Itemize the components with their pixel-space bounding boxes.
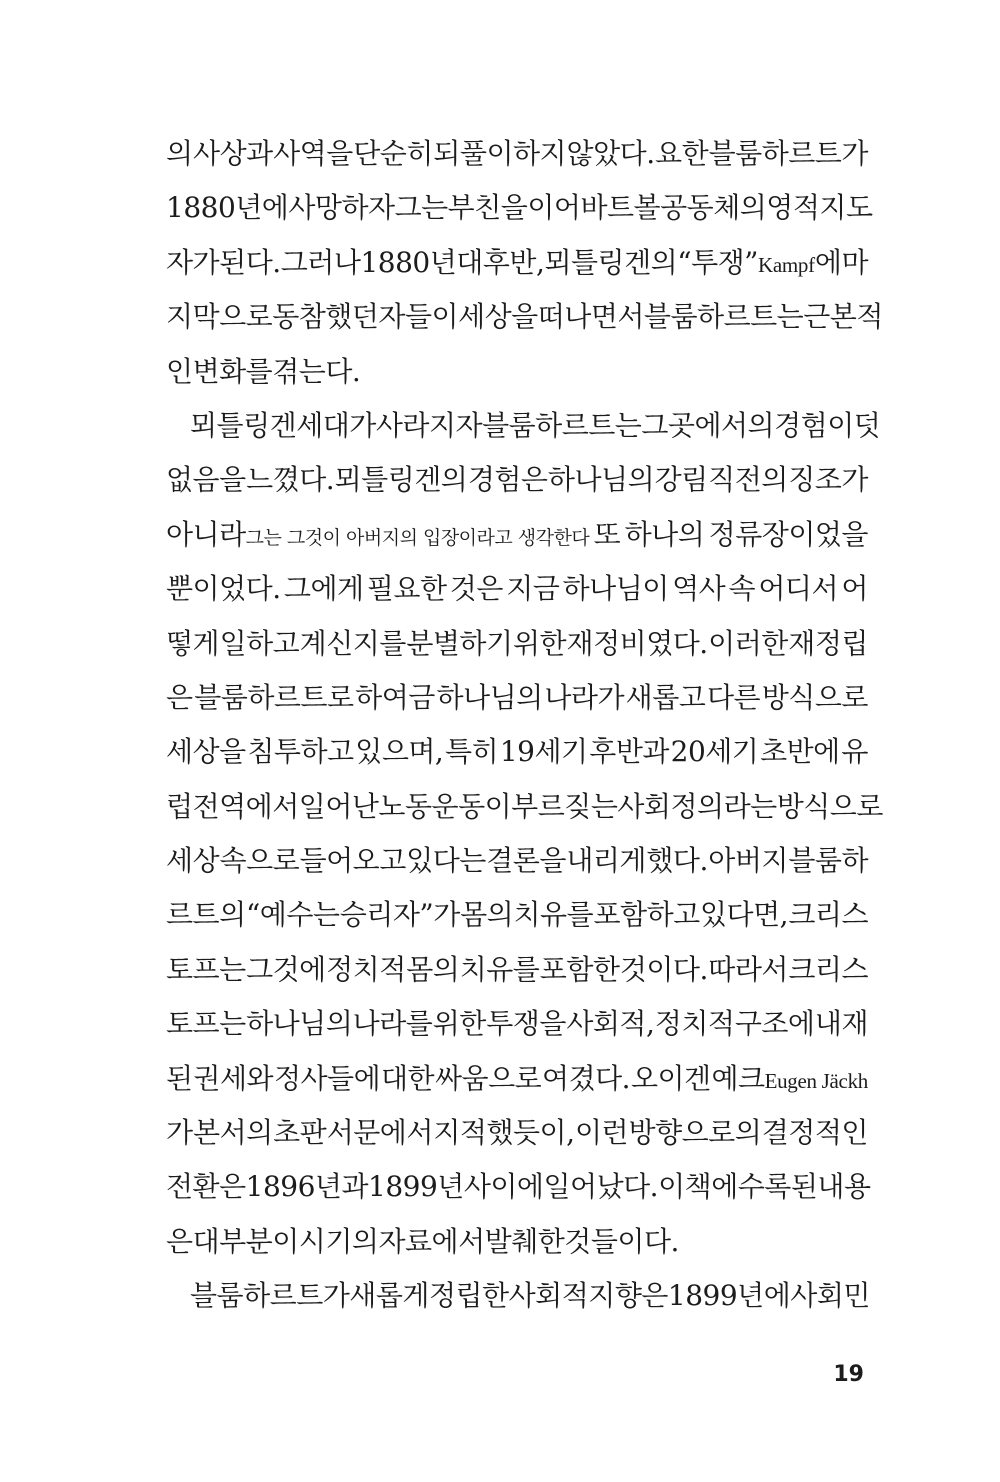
word: 지도 bbox=[819, 191, 873, 225]
word: 19세기 bbox=[499, 735, 588, 769]
word: 사회적, bbox=[566, 1007, 655, 1041]
word: 오이겐 bbox=[630, 1061, 711, 1095]
word: 따라서 bbox=[708, 952, 788, 986]
word: 치유를 bbox=[513, 898, 594, 932]
word: 구조에 bbox=[734, 1007, 815, 1041]
word: 1880년대 bbox=[360, 245, 483, 279]
word: 다른 bbox=[706, 680, 761, 714]
word: 변화를 bbox=[192, 354, 273, 388]
word: 뫼틀링겐의 bbox=[544, 245, 678, 279]
word: 요한 bbox=[655, 137, 709, 170]
word: 재정립 bbox=[788, 626, 868, 660]
text-line bbox=[166, 562, 868, 616]
word: 후반, bbox=[482, 245, 545, 279]
word: 영적 bbox=[766, 191, 820, 225]
word: 은 bbox=[166, 680, 193, 714]
word: 서문에서 bbox=[326, 1116, 433, 1150]
text-line bbox=[166, 888, 868, 942]
word: 몸의 bbox=[460, 898, 514, 932]
word: 되풀이하지 bbox=[433, 137, 567, 170]
word: 있으며, bbox=[355, 735, 444, 769]
word: 1899년에 bbox=[667, 1279, 791, 1313]
word: 전환은 bbox=[166, 1170, 246, 1204]
word: 사회적 bbox=[508, 1279, 589, 1313]
text-line bbox=[166, 943, 868, 997]
word: 사역을 bbox=[273, 137, 353, 170]
word: 자료에서 bbox=[378, 1224, 485, 1258]
word: 하여금 bbox=[355, 680, 435, 714]
word bbox=[677, 236, 841, 290]
word: 수록된 bbox=[737, 1170, 818, 1204]
text-segment: “투쟁” bbox=[677, 245, 758, 279]
word: 전역에서 bbox=[192, 789, 299, 823]
text-line bbox=[166, 399, 881, 453]
word: 결정적인 bbox=[761, 1116, 868, 1150]
body-text bbox=[166, 127, 883, 1324]
word: 의 bbox=[166, 137, 193, 170]
word: 위한 bbox=[512, 626, 567, 660]
word: 이런 bbox=[574, 1116, 629, 1150]
word: 있다는 bbox=[406, 844, 486, 878]
word: 사상과 bbox=[193, 137, 273, 170]
word: 느꼈다. bbox=[246, 463, 335, 497]
word: 것이다. bbox=[619, 952, 708, 986]
text-line bbox=[166, 453, 868, 507]
word: 그에게 bbox=[283, 572, 364, 606]
word: 떠나면서 bbox=[537, 300, 644, 334]
word: 초반에 bbox=[760, 735, 840, 769]
word: 경험은 bbox=[467, 463, 548, 497]
word: 시기의 bbox=[298, 1224, 379, 1258]
word: 또 bbox=[593, 517, 621, 551]
word: 블룸하르트는 bbox=[643, 300, 804, 334]
word: 부친을 bbox=[447, 191, 528, 225]
word: 투쟁을 bbox=[486, 1007, 566, 1041]
word: 뿐이었다. bbox=[166, 572, 281, 606]
word: 일하고 bbox=[219, 626, 300, 660]
word: 사라지자 bbox=[375, 408, 483, 442]
word: 하나님의 bbox=[547, 463, 655, 497]
word: 정사들에 bbox=[273, 1061, 381, 1095]
word: 어 bbox=[841, 572, 868, 606]
word: 떻게 bbox=[166, 626, 220, 660]
word: 지적했듯이, bbox=[433, 1116, 575, 1150]
word: 필요한 bbox=[366, 572, 447, 606]
text-line bbox=[166, 671, 868, 725]
foreign-term: Eugen Jäckh bbox=[764, 1068, 868, 1093]
word: 싸움으로 bbox=[434, 1061, 542, 1095]
word: 것은 bbox=[449, 572, 503, 606]
word: 세상을 bbox=[166, 735, 246, 769]
word: 했다. bbox=[646, 844, 708, 878]
word: 방향으로의 bbox=[628, 1116, 762, 1150]
word: 권세와 bbox=[193, 1061, 274, 1095]
word: 자들이 bbox=[378, 300, 459, 334]
word: 위한 bbox=[432, 1007, 486, 1041]
word bbox=[711, 1052, 868, 1106]
word: 그는 bbox=[394, 191, 448, 225]
word: 토프는 bbox=[166, 952, 246, 986]
word: 가 bbox=[166, 1116, 193, 1150]
text-segment: 예크 bbox=[711, 1061, 765, 1095]
word: 그것에 bbox=[246, 952, 326, 986]
word: 인 bbox=[166, 354, 193, 388]
word: 경험이 bbox=[774, 408, 854, 442]
word: 것들이다. bbox=[564, 1224, 679, 1258]
word: 된 bbox=[166, 1061, 193, 1095]
text-line bbox=[166, 780, 883, 834]
word: 정치적 bbox=[326, 952, 406, 986]
word: 이 bbox=[272, 1224, 299, 1258]
word: 그곳에서의 bbox=[641, 408, 775, 442]
word: 블룸하르트로 bbox=[194, 680, 354, 714]
text-line bbox=[166, 1269, 868, 1323]
word: 책에 bbox=[684, 1170, 738, 1204]
word: 블룸하 bbox=[788, 844, 868, 878]
word: 아버지 bbox=[708, 844, 788, 878]
word: 방식으로 bbox=[776, 789, 883, 823]
word: 덧 bbox=[853, 408, 881, 442]
word: 럽 bbox=[166, 789, 193, 823]
word: 나라가 bbox=[544, 680, 624, 714]
text-segment: 에 bbox=[814, 245, 842, 279]
word: 근본적 bbox=[803, 300, 883, 334]
word: 하나님의 bbox=[436, 680, 543, 714]
word: 정립한 bbox=[428, 1279, 509, 1313]
word: 지막으로 bbox=[166, 300, 273, 334]
text-line bbox=[166, 508, 868, 562]
word: 직전의 bbox=[708, 463, 788, 497]
word: 일어난 bbox=[298, 789, 379, 823]
word: 하나님의 bbox=[246, 1007, 353, 1041]
text-line bbox=[166, 181, 873, 235]
word: 공동체의 bbox=[660, 191, 767, 225]
word: 르트의 bbox=[166, 898, 246, 932]
inline-annotation: 그는 그것이 아버지의 입장이라고 생각한다 bbox=[245, 526, 590, 549]
text-line bbox=[166, 1052, 868, 1106]
word: 토프는 bbox=[166, 1007, 246, 1041]
word: 없음을 bbox=[166, 463, 246, 497]
word: 된다. bbox=[219, 245, 281, 279]
word: 몸의 bbox=[406, 952, 460, 986]
word: 이 bbox=[658, 1170, 685, 1204]
word: 내용 bbox=[817, 1170, 871, 1204]
word: 바트볼 bbox=[580, 191, 661, 225]
word: 있다면, bbox=[699, 898, 789, 932]
word: 1899년 bbox=[368, 1170, 464, 1204]
word: 내재 bbox=[814, 1007, 868, 1041]
word: 블룸하르트가 bbox=[190, 1279, 350, 1313]
text-line bbox=[166, 834, 868, 888]
word: 어디서 bbox=[758, 572, 839, 606]
word: 이어 bbox=[527, 191, 581, 225]
word: 일어났다. bbox=[543, 1170, 659, 1204]
text-line bbox=[166, 290, 883, 344]
word: 않았다. bbox=[566, 137, 655, 170]
word: 징조가 bbox=[788, 463, 868, 497]
word: 사회 bbox=[617, 789, 671, 823]
word: 속 bbox=[728, 572, 756, 606]
text-line bbox=[166, 617, 868, 671]
text-line bbox=[166, 1106, 868, 1160]
word: 유 bbox=[841, 735, 868, 769]
word: 크리스 bbox=[788, 952, 868, 986]
word: 이러한 bbox=[708, 626, 788, 660]
word: 하나의 bbox=[624, 517, 705, 551]
word: 계신지를 bbox=[299, 626, 406, 660]
word: 결론을 bbox=[486, 844, 566, 878]
word: 속으로 bbox=[219, 844, 300, 878]
word: 분별하기 bbox=[406, 626, 513, 660]
word: 부르짖는 bbox=[511, 789, 618, 823]
word bbox=[166, 508, 589, 562]
word: 포함하고 bbox=[593, 898, 700, 932]
word: 지향은 bbox=[588, 1279, 668, 1313]
word: 세상 bbox=[166, 844, 220, 878]
word: 그러나 bbox=[280, 245, 361, 279]
word: 새롭게 bbox=[349, 1279, 429, 1313]
foreign-term: Kampf bbox=[757, 252, 815, 277]
word: 여겼다. bbox=[542, 1061, 631, 1095]
word: 지금 bbox=[506, 572, 560, 606]
word: 블룸하르트는 bbox=[482, 408, 642, 442]
word: 세대가 bbox=[296, 408, 376, 442]
word: 정의라는 bbox=[670, 789, 777, 823]
text-line bbox=[166, 236, 868, 290]
word: 나라를 bbox=[352, 1007, 433, 1041]
word: 세상을 bbox=[458, 300, 538, 334]
word: 뫼틀링겐의 bbox=[334, 463, 468, 497]
text-line bbox=[166, 997, 868, 1051]
word: 정치적 bbox=[654, 1007, 735, 1041]
word: 포함한 bbox=[539, 952, 620, 986]
word: 크리스 bbox=[788, 898, 868, 932]
word: 침투하고 bbox=[247, 735, 354, 769]
word: 강림 bbox=[654, 463, 708, 497]
word: 사망하자 bbox=[288, 191, 395, 225]
word: 동참했던 bbox=[272, 300, 379, 334]
word: 사회민 bbox=[790, 1279, 870, 1313]
word: 방식으로 bbox=[761, 680, 868, 714]
word: “예수는 bbox=[245, 898, 340, 932]
word: 역사 bbox=[672, 572, 726, 606]
word: 발췌한 bbox=[484, 1224, 565, 1258]
word: 20세기 bbox=[670, 735, 759, 769]
word: 블룸하르트가 bbox=[708, 137, 868, 170]
text-line bbox=[166, 725, 868, 779]
word: 사이에 bbox=[463, 1170, 544, 1204]
word: 재정비였다. bbox=[566, 626, 708, 660]
word: 내리게 bbox=[566, 844, 646, 878]
word: 본서의 bbox=[193, 1116, 273, 1150]
word: 단순히 bbox=[353, 137, 433, 170]
word: 치유를 bbox=[459, 952, 540, 986]
word: 은 bbox=[166, 1224, 193, 1258]
word: 승리자”가 bbox=[339, 898, 460, 932]
word: 새롭고 bbox=[625, 680, 706, 714]
page-number: 19 bbox=[833, 1362, 864, 1387]
word: 하나님이 bbox=[562, 572, 669, 606]
text-line bbox=[166, 1215, 868, 1269]
word: 노동운동이 bbox=[378, 789, 512, 823]
word: 뫼틀링겐 bbox=[190, 408, 297, 442]
text-line bbox=[166, 127, 868, 181]
word: 후반과 bbox=[589, 735, 669, 769]
word: 겪는다. bbox=[272, 354, 361, 388]
word: 1880년에 bbox=[166, 191, 289, 225]
word: 마 bbox=[841, 245, 868, 279]
word: 특히 bbox=[445, 735, 499, 769]
word: 들어오고 bbox=[299, 844, 406, 878]
word: 대부분 bbox=[192, 1224, 273, 1258]
text-segment: 아니라 bbox=[166, 517, 246, 551]
text-line bbox=[166, 1160, 871, 1214]
word: 대한 bbox=[381, 1061, 435, 1095]
word: 정류장이었을 bbox=[708, 517, 868, 551]
text-line bbox=[166, 345, 868, 399]
word: 자가 bbox=[166, 245, 220, 279]
word: 초판 bbox=[273, 1116, 327, 1150]
word: 1896년과 bbox=[245, 1170, 369, 1204]
